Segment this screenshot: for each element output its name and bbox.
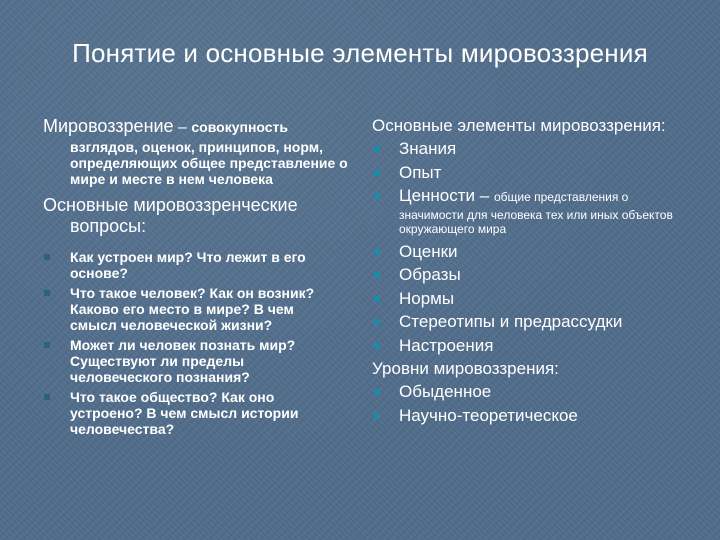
values-note-rest: значимости для человека тех или иных объектов окружающего мира [399,207,673,236]
square-bullet-icon [374,249,380,255]
definition-first-line-rest: совокупность [191,119,289,135]
elements-list [372,137,702,210]
values-label: Ценности [399,186,476,205]
square-bullet-icon [374,193,380,199]
list-item [372,404,702,428]
list-item [372,240,702,264]
left-column [43,116,363,441]
square-bullet-icon [44,254,50,260]
list-item [372,310,702,334]
list-item [372,263,702,287]
list-item [372,334,702,358]
list-item [372,184,702,210]
list-item [43,337,340,385]
question-text: Может ли человек познать мир? Существуют ли пределы человеческого познания? [70,337,296,385]
element-text: Образы [399,265,461,284]
definition-term: Мировоззрение [43,116,174,136]
levels-list [372,380,702,427]
level-text: Обыденное [399,382,492,401]
square-bullet-icon [374,319,380,325]
values-note-first: общие представления о [493,190,629,204]
list-item [372,380,702,404]
elements-heading: Основные элементы мировоззрения: [372,116,666,135]
square-bullet-icon [44,342,50,348]
right-column [372,114,702,427]
element-text: Стереотипы и предрассудки [399,312,623,331]
list-item [43,249,340,281]
questions-heading [43,195,363,237]
definition-body: взглядов, оценок, принципов, норм, определяющих общее представление о мире и месте в нем человека [70,139,348,187]
square-bullet-icon [44,290,50,296]
elements-list-continued [372,240,702,358]
square-bullet-icon [374,389,380,395]
questions-heading-line2: вопросы: [70,216,147,236]
questions-list [43,249,363,437]
definition-dash: – [178,119,187,136]
square-bullet-icon [374,296,380,302]
list-item [372,161,702,185]
slide-title: Понятие и основные элементы мировоззрения [72,38,648,68]
square-bullet-icon [374,413,380,419]
square-bullet-icon [374,343,380,349]
element-text: Настроения [399,335,494,355]
list-item [43,389,340,437]
element-text: Оценки [399,241,458,261]
levels-heading: Уровни мировоззрения: [372,359,559,378]
element-text: Знания [399,139,457,158]
level-text: Научно-теоретическое [399,405,578,425]
square-bullet-icon [374,170,380,176]
list-item [43,285,340,333]
questions-heading-line1: Основные мировоззренческие [43,195,298,215]
element-text: Опыт [399,162,442,182]
square-bullet-icon [374,146,380,152]
question-text: Что такое общество? Как оно устроено? В чем смысл истории человечества? [70,389,299,437]
element-text: Нормы [399,288,455,308]
list-item [372,287,702,311]
list-item [372,137,702,161]
values-dash: – [479,186,490,205]
question-text: Что такое человек? Как он возник? Каково его место в мире? В чем смысл человеческой жизни? [70,285,315,333]
square-bullet-icon [374,272,380,278]
square-bullet-icon [44,394,50,400]
definition-first-line [43,116,363,137]
question-text: Как устроен мир? Что лежит в его основе? [70,249,306,281]
